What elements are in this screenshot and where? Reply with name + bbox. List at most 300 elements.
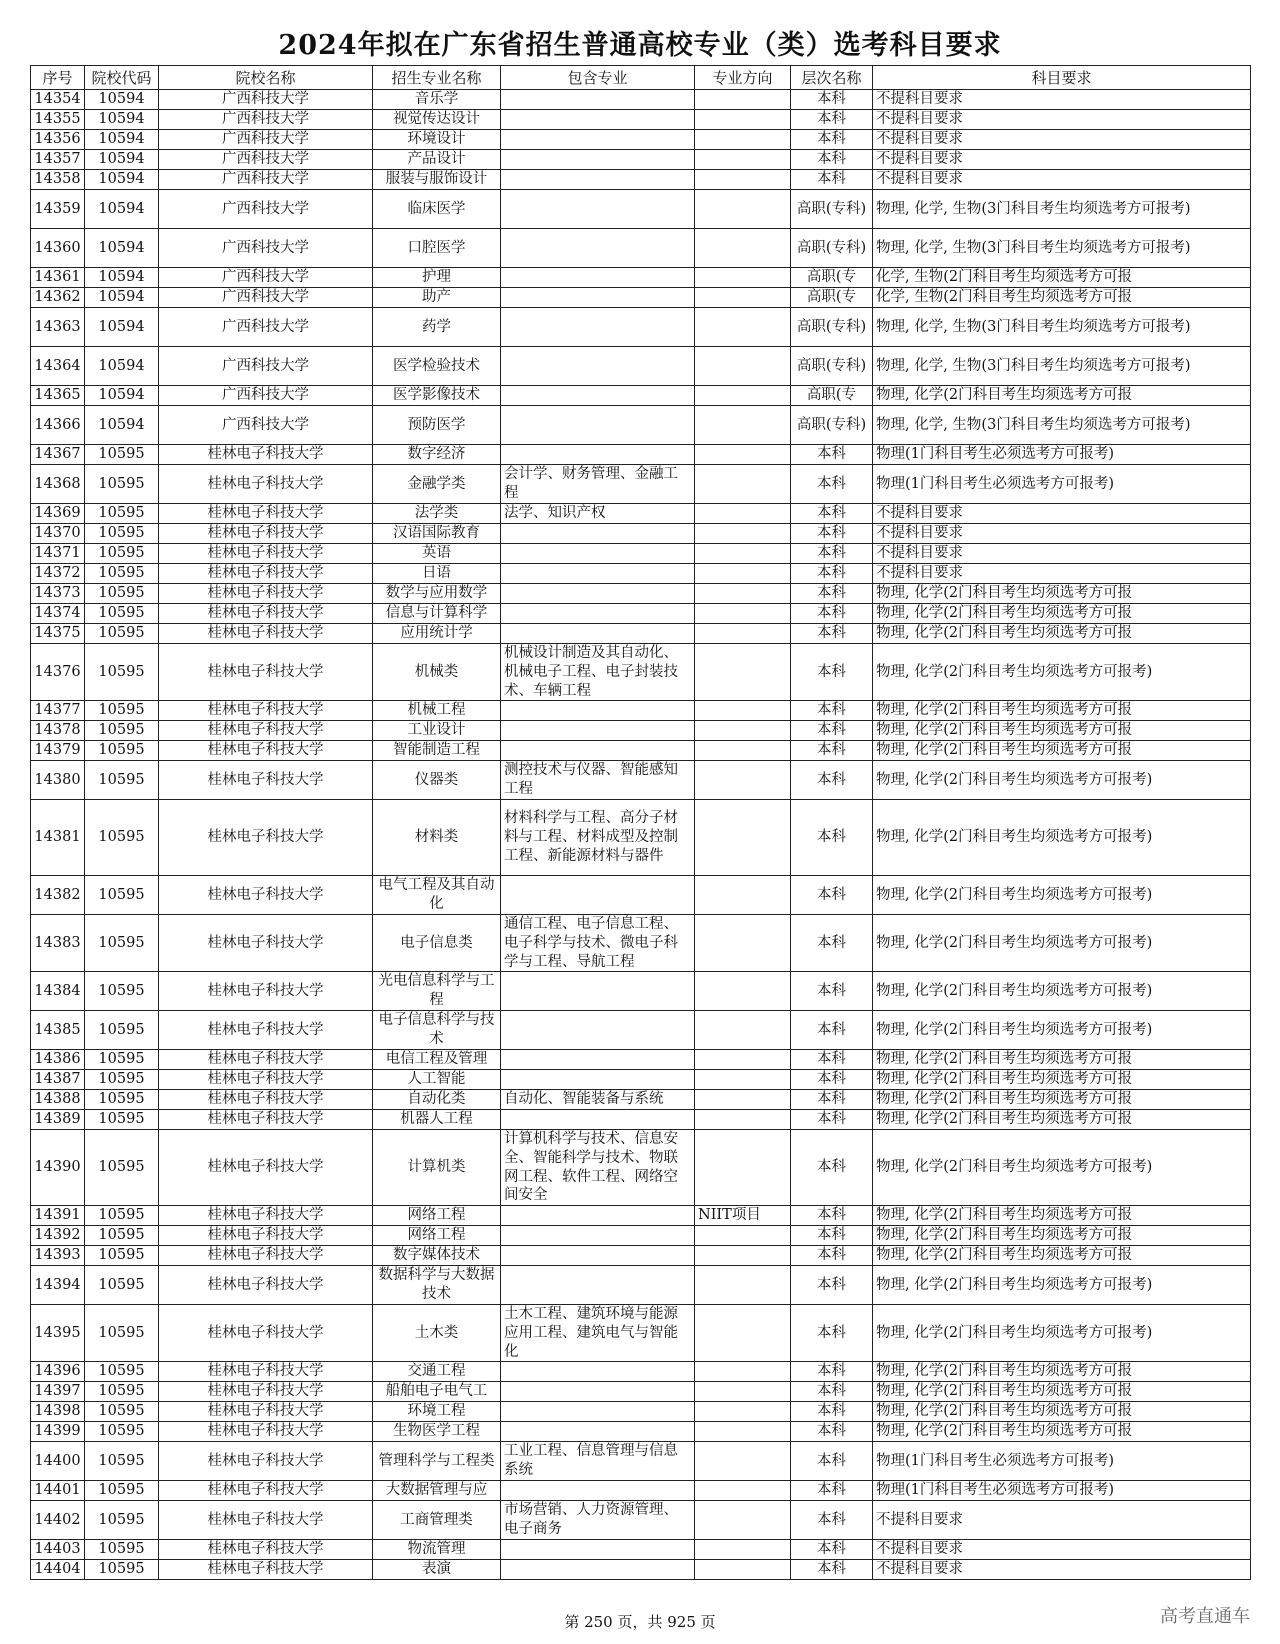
cell-major-name <box>373 1422 501 1442</box>
cell-level <box>791 1402 873 1422</box>
cell-level <box>791 1422 873 1442</box>
table-row <box>31 347 1251 386</box>
cell-included-majors <box>501 1422 695 1442</box>
cell-school-code-text: 10595 <box>98 886 145 903</box>
cell-level <box>791 1206 873 1226</box>
cell-seq <box>31 876 85 915</box>
cell-direction <box>695 190 791 229</box>
cell-school-code-text: 10595 <box>98 1452 145 1469</box>
cell-major-name-text: 服装与服饰设计 <box>385 171 488 188</box>
cell-school-code <box>85 1050 159 1070</box>
cell-seq-text: 14385 <box>34 1021 81 1038</box>
cell-major-name <box>373 504 501 524</box>
cell-level-text: 本科 <box>817 1541 846 1558</box>
cell-school-name-text: 桂林电子科技大学 <box>207 829 324 846</box>
cell-major-name <box>373 1070 501 1090</box>
cell-subject-requirement-text: 不提科目要求 <box>876 171 963 188</box>
cell-seq-text: 14394 <box>34 1276 81 1293</box>
cell-direction <box>695 1206 791 1226</box>
cell-included-majors-text: 计算机科学与技术、信息安全、智能科学与技术、物联网工程、软件工程、网络空间安全 <box>504 1131 678 1204</box>
cell-school-code-text: 10595 <box>98 525 145 542</box>
cell-school-name-text: 桂林电子科技大学 <box>207 525 324 542</box>
cell-school-code <box>85 1560 159 1580</box>
cell-seq <box>31 1206 85 1226</box>
cell-major-name-text: 数据科学与大数据技术 <box>378 1267 495 1302</box>
cell-school-name-text: 广西科技大学 <box>222 91 309 108</box>
cell-major-name <box>373 1130 501 1206</box>
cell-subject-requirement <box>873 524 1251 544</box>
cell-school-name <box>159 268 373 288</box>
cell-direction <box>695 524 791 544</box>
cell-school-code-text: 10595 <box>98 1423 145 1440</box>
cell-school-name-text: 广西科技大学 <box>222 289 309 306</box>
cell-seq <box>31 130 85 150</box>
cell-included-majors <box>501 915 695 972</box>
table-row <box>31 524 1251 544</box>
cell-seq-text: 14376 <box>34 663 81 680</box>
cell-seq <box>31 229 85 268</box>
cell-seq <box>31 1226 85 1246</box>
cell-school-name <box>159 761 373 800</box>
cell-subject-requirement <box>873 800 1251 876</box>
cell-seq-text: 14397 <box>34 1383 81 1400</box>
cell-included-majors-text: 法学、知识产权 <box>504 505 606 522</box>
cell-direction <box>695 1442 791 1481</box>
table-row <box>31 504 1251 524</box>
cell-school-name-text: 广西科技大学 <box>222 357 309 374</box>
cell-school-code-text: 10595 <box>98 446 145 463</box>
cell-seq-text: 14365 <box>34 387 81 404</box>
cell-level-text: 本科 <box>817 982 846 999</box>
table-row <box>31 386 1251 406</box>
cell-seq-text: 14386 <box>34 1051 81 1068</box>
cell-direction <box>695 1402 791 1422</box>
cell-major-name <box>373 1266 501 1305</box>
cell-school-name <box>159 130 373 150</box>
cell-major-name <box>373 604 501 624</box>
cell-school-name-text: 桂林电子科技大学 <box>207 1541 324 1558</box>
cell-school-name <box>159 308 373 347</box>
page-footer: 第 250 页，共 925 页 <box>564 1613 716 1631</box>
cell-level-text: 本科 <box>817 91 846 108</box>
cell-school-name <box>159 504 373 524</box>
cell-level <box>791 524 873 544</box>
cell-direction <box>695 268 791 288</box>
cell-included-majors <box>501 1090 695 1110</box>
table-row <box>31 268 1251 288</box>
cell-included-majors <box>501 644 695 701</box>
cell-level-text: 本科 <box>817 1363 846 1380</box>
cell-major-name <box>373 1560 501 1580</box>
cell-subject-requirement-text: 不提科目要求 <box>876 505 963 522</box>
cell-direction <box>695 1362 791 1382</box>
cell-major-name-text: 土木类 <box>414 1324 459 1341</box>
cell-direction <box>695 465 791 504</box>
cell-level-text: 本科 <box>817 1482 846 1499</box>
cell-direction <box>695 701 791 721</box>
cell-level <box>791 800 873 876</box>
cell-major-name-text: 信息与计算科学 <box>385 605 488 622</box>
cell-subject-requirement-text: 化学, 生物(2门科目考生均须选考方可报 <box>876 269 1133 286</box>
table-row <box>31 229 1251 268</box>
cell-major-name <box>373 170 501 190</box>
cell-subject-requirement <box>873 110 1251 130</box>
cell-seq-text: 14403 <box>34 1541 81 1558</box>
cell-school-name <box>159 288 373 308</box>
cell-school-name <box>159 604 373 624</box>
cell-school-name <box>159 465 373 504</box>
cell-seq-text: 14356 <box>34 131 81 148</box>
cell-school-code <box>85 1266 159 1305</box>
page-title: 2024年拟在广东省招生普通高校专业（类）选考科目要求 <box>278 30 1002 61</box>
cell-subject-requirement-text: 物理, 化学(2门科目考生均须选考方可报 <box>876 1227 1133 1244</box>
cell-level <box>791 1011 873 1050</box>
cell-included-majors <box>501 741 695 761</box>
cell-school-code <box>85 1422 159 1442</box>
cell-school-name-text: 桂林电子科技大学 <box>207 1021 324 1038</box>
cell-school-code-text: 10595 <box>98 1276 145 1293</box>
cell-included-majors <box>501 624 695 644</box>
cell-level <box>791 584 873 604</box>
cell-school-code-text: 10595 <box>98 1159 145 1176</box>
cell-subject-requirement <box>873 761 1251 800</box>
cell-major-name-text: 产品设计 <box>407 151 466 168</box>
cell-included-majors <box>501 972 695 1011</box>
cell-direction <box>695 1560 791 1580</box>
cell-school-name <box>159 170 373 190</box>
cell-subject-requirement <box>873 741 1251 761</box>
cell-school-code <box>85 800 159 876</box>
cell-direction <box>695 1540 791 1560</box>
cell-level-text: 本科 <box>817 1324 846 1341</box>
table-row <box>31 1226 1251 1246</box>
cell-level <box>791 268 873 288</box>
cell-school-name <box>159 386 373 406</box>
cell-major-name <box>373 972 501 1011</box>
cell-direction <box>695 110 791 130</box>
cell-level-text: 本科 <box>817 1511 846 1528</box>
cell-subject-requirement <box>873 1501 1251 1540</box>
cell-seq-text: 14360 <box>34 239 81 256</box>
cell-school-code-text: 10595 <box>98 505 145 522</box>
cell-direction <box>695 1422 791 1442</box>
cell-school-code <box>85 1402 159 1422</box>
cell-seq-text: 14366 <box>34 416 81 433</box>
cell-seq <box>31 170 85 190</box>
cell-included-majors <box>501 1246 695 1266</box>
cell-included-majors-text: 工业工程、信息管理与信息系统 <box>504 1443 678 1478</box>
cell-school-name-text: 桂林电子科技大学 <box>207 886 324 903</box>
table-row <box>31 190 1251 229</box>
cell-school-name-text: 广西科技大学 <box>222 318 309 335</box>
cell-seq <box>31 741 85 761</box>
cell-direction <box>695 721 791 741</box>
cell-school-name-text: 桂林电子科技大学 <box>207 1423 324 1440</box>
cell-seq <box>31 1050 85 1070</box>
cell-level-text: 本科 <box>817 131 846 148</box>
cell-school-name-text: 桂林电子科技大学 <box>207 1276 324 1293</box>
cell-seq-text: 14393 <box>34 1247 81 1264</box>
cell-major-name-text: 英语 <box>422 545 451 562</box>
table-row <box>31 800 1251 876</box>
cell-seq <box>31 701 85 721</box>
table-row <box>31 150 1251 170</box>
cell-school-code <box>85 1110 159 1130</box>
cell-school-name <box>159 1266 373 1305</box>
cell-seq <box>31 624 85 644</box>
table-row <box>31 406 1251 445</box>
cell-school-code <box>85 721 159 741</box>
cell-seq-text: 14404 <box>34 1561 81 1578</box>
cell-level <box>791 1110 873 1130</box>
table-row <box>31 1442 1251 1481</box>
cell-school-name-text: 桂林电子科技大学 <box>207 475 324 492</box>
cell-subject-requirement-text: 物理(1门科目考生必须选考方可报考) <box>876 1482 1115 1499</box>
cell-subject-requirement <box>873 1011 1251 1050</box>
cell-level <box>791 972 873 1011</box>
cell-school-name <box>159 644 373 701</box>
cell-subject-requirement <box>873 130 1251 150</box>
cell-included-majors <box>501 584 695 604</box>
table-row <box>31 1090 1251 1110</box>
cell-level <box>791 1090 873 1110</box>
cell-level <box>791 229 873 268</box>
cell-level <box>791 445 873 465</box>
cell-level <box>791 761 873 800</box>
cell-included-majors-text: 自动化、智能装备与系统 <box>504 1091 664 1108</box>
cell-included-majors <box>501 130 695 150</box>
cell-seq <box>31 584 85 604</box>
cell-school-name <box>159 524 373 544</box>
cell-subject-requirement <box>873 504 1251 524</box>
cell-major-name-text: 护理 <box>422 269 451 286</box>
cell-school-code-text: 10595 <box>98 1511 145 1528</box>
cell-school-name-text: 桂林电子科技大学 <box>207 605 324 622</box>
cell-school-name <box>159 445 373 465</box>
cell-subject-requirement-text: 物理, 化学, 生物(3门科目考生均须选考方可报考) <box>876 357 1191 374</box>
cell-level-text: 本科 <box>817 605 846 622</box>
cell-included-majors <box>501 1362 695 1382</box>
cell-seq-text: 14368 <box>34 475 81 492</box>
cell-subject-requirement-text: 物理, 化学(2门科目考生均须选考方可报 <box>876 1403 1133 1420</box>
cell-included-majors-text: 会计学、财务管理、金融工程 <box>504 466 678 501</box>
cell-school-code <box>85 1362 159 1382</box>
cell-seq-text: 14358 <box>34 171 81 188</box>
cell-school-name-text: 桂林电子科技大学 <box>207 1482 324 1499</box>
cell-major-name <box>373 761 501 800</box>
cell-included-majors <box>501 229 695 268</box>
cell-included-majors <box>501 170 695 190</box>
cell-seq-text: 14400 <box>34 1452 81 1469</box>
cell-seq <box>31 1481 85 1501</box>
cell-major-name-text: 应用统计学 <box>400 625 473 642</box>
cell-subject-requirement <box>873 584 1251 604</box>
table-row <box>31 1130 1251 1206</box>
cell-subject-requirement <box>873 445 1251 465</box>
cell-major-name <box>373 1011 501 1050</box>
cell-seq <box>31 1011 85 1050</box>
cell-school-name <box>159 90 373 110</box>
header-school-name: 院校名称 <box>159 66 373 90</box>
cell-school-code <box>85 1305 159 1362</box>
cell-seq-text: 14388 <box>34 1091 81 1108</box>
cell-school-code-text: 10595 <box>98 1482 145 1499</box>
cell-subject-requirement <box>873 288 1251 308</box>
cell-school-code <box>85 190 159 229</box>
table-row <box>31 1362 1251 1382</box>
cell-major-name-text: 医学检验技术 <box>393 357 480 374</box>
table-row <box>31 915 1251 972</box>
cell-major-name-text: 临床医学 <box>407 200 466 217</box>
cell-subject-requirement-text: 物理, 化学(2门科目考生均须选考方可报考) <box>876 934 1153 951</box>
cell-direction <box>695 1266 791 1305</box>
cell-school-name-text: 桂林电子科技大学 <box>207 1091 324 1108</box>
cell-school-name <box>159 701 373 721</box>
cell-major-name-text: 数字媒体技术 <box>393 1247 480 1264</box>
cell-level <box>791 564 873 584</box>
cell-subject-requirement-text: 物理, 化学(2门科目考生均须选考方可报 <box>876 585 1133 602</box>
cell-major-name <box>373 624 501 644</box>
cell-level-text: 高职(专科) <box>796 239 867 256</box>
cell-school-code <box>85 564 159 584</box>
cell-included-majors <box>501 347 695 386</box>
cell-seq-text: 14362 <box>34 289 81 306</box>
cell-major-name-text: 交通工程 <box>407 1363 466 1380</box>
cell-level-text: 高职(专 <box>806 269 857 286</box>
table-row <box>31 644 1251 701</box>
cell-direction <box>695 1382 791 1402</box>
cell-seq-text: 14395 <box>34 1324 81 1341</box>
cell-school-name-text: 广西科技大学 <box>222 269 309 286</box>
cell-school-name-text: 桂林电子科技大学 <box>207 1511 324 1528</box>
cell-school-name <box>159 1226 373 1246</box>
cell-school-name-text: 桂林电子科技大学 <box>207 1207 324 1224</box>
cell-included-majors <box>501 406 695 445</box>
cell-major-name <box>373 1305 501 1362</box>
cell-major-name <box>373 1090 501 1110</box>
cell-school-name-text: 桂林电子科技大学 <box>207 545 324 562</box>
cell-subject-requirement <box>873 544 1251 564</box>
cell-subject-requirement-text: 物理, 化学(2门科目考生均须选考方可报考) <box>876 1159 1153 1176</box>
cell-direction <box>695 624 791 644</box>
cell-major-name <box>373 288 501 308</box>
cell-major-name <box>373 190 501 229</box>
cell-subject-requirement-text: 物理(1门科目考生必须选考方可报考) <box>876 446 1115 463</box>
watermark-text: 高考直通车 <box>1160 1606 1250 1627</box>
cell-school-code-text: 10594 <box>98 269 145 286</box>
cell-included-majors <box>501 1402 695 1422</box>
cell-major-name <box>373 130 501 150</box>
cell-school-name-text: 桂林电子科技大学 <box>207 505 324 522</box>
cell-seq-text: 14389 <box>34 1111 81 1128</box>
cell-included-majors <box>501 150 695 170</box>
cell-direction <box>695 288 791 308</box>
cell-direction-text: NIIT项目 <box>698 1207 761 1224</box>
cell-major-name-text: 数学与应用数学 <box>385 585 488 602</box>
cell-seq-text: 14370 <box>34 525 81 542</box>
cell-subject-requirement-text: 物理, 化学(2门科目考生均须选考方可报 <box>876 605 1133 622</box>
cell-major-name-text: 药学 <box>422 318 451 335</box>
cell-major-name-text: 材料类 <box>414 829 459 846</box>
cell-school-code-text: 10595 <box>98 1403 145 1420</box>
cell-major-name <box>373 406 501 445</box>
cell-subject-requirement <box>873 1540 1251 1560</box>
cell-school-code <box>85 624 159 644</box>
cell-major-name-text: 管理科学与工程类 <box>378 1452 495 1469</box>
cell-school-code <box>85 761 159 800</box>
table-row <box>31 308 1251 347</box>
cell-seq <box>31 1090 85 1110</box>
cell-level <box>791 1130 873 1206</box>
cell-seq <box>31 644 85 701</box>
cell-seq-text: 14359 <box>34 200 81 217</box>
cell-major-name-text: 表演 <box>422 1561 451 1578</box>
cell-seq-text: 14399 <box>34 1423 81 1440</box>
cell-seq-text: 14354 <box>34 91 81 108</box>
cell-level <box>791 386 873 406</box>
cell-subject-requirement-text: 不提科目要求 <box>876 565 963 582</box>
cell-seq <box>31 1422 85 1442</box>
cell-major-name <box>373 584 501 604</box>
cell-level-text: 本科 <box>817 1383 846 1400</box>
cell-included-majors-text: 测控技术与仪器、智能感知工程 <box>504 762 678 797</box>
cell-major-name <box>373 1226 501 1246</box>
cell-seq <box>31 1305 85 1362</box>
cell-subject-requirement-text: 物理, 化学, 生物(3门科目考生均须选考方可报考) <box>876 200 1191 217</box>
cell-major-name <box>373 386 501 406</box>
cell-major-name-text: 机械类 <box>414 663 459 680</box>
cell-included-majors <box>501 721 695 741</box>
table-row <box>31 604 1251 624</box>
cell-school-code <box>85 386 159 406</box>
cell-school-name-text: 广西科技大学 <box>222 171 309 188</box>
cell-school-code <box>85 445 159 465</box>
cell-subject-requirement <box>873 229 1251 268</box>
table-row <box>31 1050 1251 1070</box>
cell-included-majors <box>501 465 695 504</box>
cell-included-majors-text: 机械设计制造及其自动化、机械电子工程、电子封装技术、车辆工程 <box>504 645 678 699</box>
cell-subject-requirement <box>873 1246 1251 1266</box>
cell-direction <box>695 1246 791 1266</box>
cell-school-name-text: 广西科技大学 <box>222 131 309 148</box>
cell-school-code <box>85 288 159 308</box>
cell-seq <box>31 90 85 110</box>
cell-level-text: 本科 <box>817 1247 846 1264</box>
cell-seq-text: 14377 <box>34 702 81 719</box>
cell-seq-text: 14379 <box>34 742 81 759</box>
cell-seq-text: 14372 <box>34 565 81 582</box>
cell-major-name-text: 智能制造工程 <box>393 742 480 759</box>
cell-major-name-text: 汉语国际教育 <box>393 525 480 542</box>
cell-included-majors-text: 土木工程、建筑环境与能源应用工程、建筑电气与智能化 <box>504 1306 678 1360</box>
cell-major-name <box>373 876 501 915</box>
table-row <box>31 972 1251 1011</box>
cell-level <box>791 170 873 190</box>
cell-school-name-text: 桂林电子科技大学 <box>207 1452 324 1469</box>
cell-subject-requirement <box>873 150 1251 170</box>
cell-seq <box>31 1130 85 1206</box>
cell-subject-requirement-text: 物理(1门科目考生必须选考方可报考) <box>876 1452 1115 1469</box>
cell-school-name <box>159 1540 373 1560</box>
cell-major-name <box>373 1110 501 1130</box>
cell-level <box>791 1226 873 1246</box>
cell-major-name-text: 工商管理类 <box>400 1511 473 1528</box>
cell-major-name <box>373 644 501 701</box>
cell-level-text: 本科 <box>817 525 846 542</box>
table-row <box>31 1305 1251 1362</box>
cell-level-text: 本科 <box>817 702 846 719</box>
cell-school-code <box>85 1206 159 1226</box>
